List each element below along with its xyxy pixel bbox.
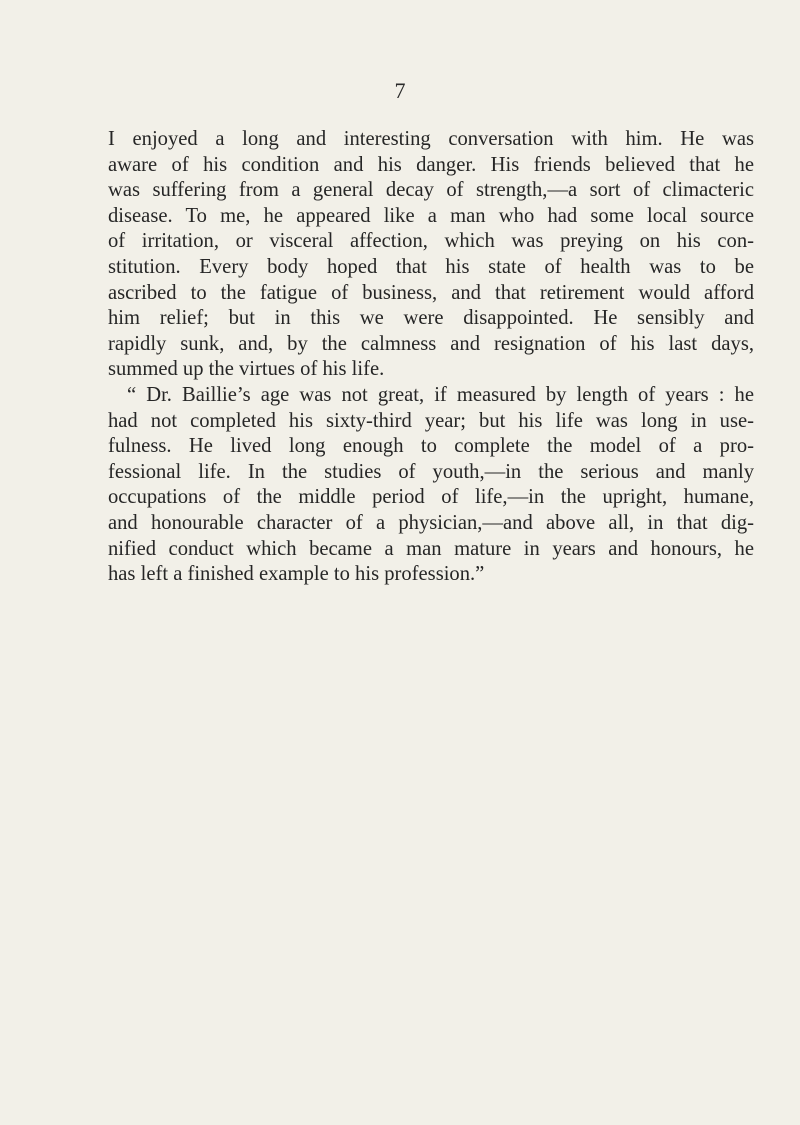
text-line: had not completed his sixty-third year; but his life was long in use- <box>108 409 754 432</box>
text-line: aware of his condition and his danger. His friends believed that he <box>108 153 754 176</box>
body-text <box>108 127 754 588</box>
paragraph-2 <box>108 383 754 588</box>
text-line: ascribed to the fatigue of business, and that retirement would afford <box>108 281 754 304</box>
text-line: fulness. He lived long enough to complete the model of a pro- <box>108 435 754 458</box>
text-line: stitution. Every body hoped that his state of health was to be <box>108 255 754 278</box>
text-line: summed up the virtues of his life. <box>108 358 385 381</box>
text-line: him relief; but in this we were disappointed. He sensibly and <box>108 307 754 330</box>
paragraph-1 <box>108 127 754 383</box>
text-line: nified conduct which became a man mature in years and honours, he <box>108 537 754 560</box>
text-line: has left a finished example to his profession.” <box>108 563 485 586</box>
text-line: fessional life. In the studies of youth,—in the serious and manly <box>108 460 754 483</box>
page-number: 7 <box>394 78 406 103</box>
text-line: occupations of the middle period of life,—in the upright, humane, <box>108 486 754 509</box>
text-line: “ Dr. Baillie’s age was not great, if measured by length of years : he <box>127 383 754 406</box>
text-line: of irritation, or visceral affection, which was preying on his con- <box>108 230 754 253</box>
text-line: rapidly sunk, and, by the calmness and resignation of his last days, <box>108 332 754 355</box>
text-line: was suffering from a general decay of strength,—a sort of climacteric <box>108 179 754 202</box>
text-line: I enjoyed a long and interesting conversation with him. He was <box>108 128 754 150</box>
text-line: disease. To me, he appeared like a man who had some local source <box>108 204 754 227</box>
text-line: and honourable character of a physician,—and above all, in that dig- <box>108 511 754 534</box>
